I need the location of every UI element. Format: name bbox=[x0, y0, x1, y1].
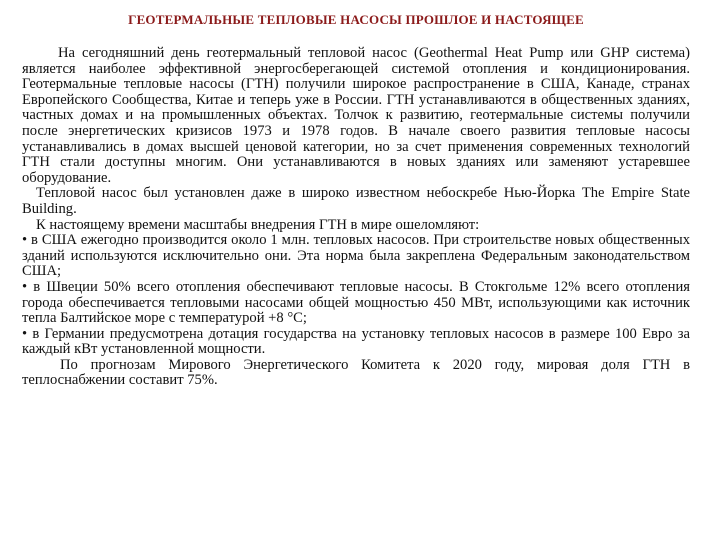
paragraph-forecast: По прогнозам Мирового Энергетического Комитета к 2020 году, мировая доля ГТН в теплоснабжении составит 75%. bbox=[22, 356, 690, 389]
bullet-germany: • в Германии предусмотрена дотация государства на установку тепловых насосов в размере 100 Евро за каждый кВт установленной мощности. bbox=[22, 325, 690, 358]
paragraph-empire-state: Тепловой насос был установлен даже в широко известном небоскребе Нью-Йорка The Empire State Building. bbox=[22, 185, 690, 217]
bullet-usa: • в США ежегодно производится около 1 млн. тепловых насосов. При строительстве новых общественных зданий используются исключительно они. Эта норма была закреплена Федеральным законодательством США; bbox=[22, 232, 690, 280]
page-title: ГЕОТЕРМАЛЬНЫЕ ТЕПЛОВЫЕ НАСОСЫ ПРОШЛОЕ И НАСТОЯЩЕЕ bbox=[128, 12, 584, 27]
paragraph-intro: На сегодняшний день геотермальный тепловой насос (Geothermal Heat Pump или GHP система) является наиболее эффективной энергосберегающей системой отопления и кондиционирования. Геотермальные тепловые насосы (ГТН) получили широкое распространение в США, Канаде, странах Европейского Сообщества, Китае и теперь уже в России. ГТН устанавливаются в общественных зданиях, частных домах и на промышленных объектах. Толчок к развитию, геотермальные системы получили после энергетических кризисов 1973 и 1978 годов. В начале своего развития тепловые насосы устанавливались в домах высшей ценовой категории, но за счет применения современных технологий ГТН стали доступны многим. Они устанавливаются в новых зданиях или заменяют устаревшее оборудование. bbox=[22, 45, 690, 186]
body-text bbox=[22, 46, 690, 389]
slide bbox=[22, 10, 690, 389]
bullet-sweden: • в Швеции 50% всего отопления обеспечивают тепловые насосы. В Стокгольме 12% всего отопления города обеспечивается тепловыми насосами общей мощностью 450 МВт, использующими как источник тепла Балтийское море с температурой +8 °С; bbox=[22, 278, 690, 327]
paragraph-scale: К настоящему времени масштабы внедрения ГТН в мире ошеломляют: bbox=[36, 216, 480, 233]
